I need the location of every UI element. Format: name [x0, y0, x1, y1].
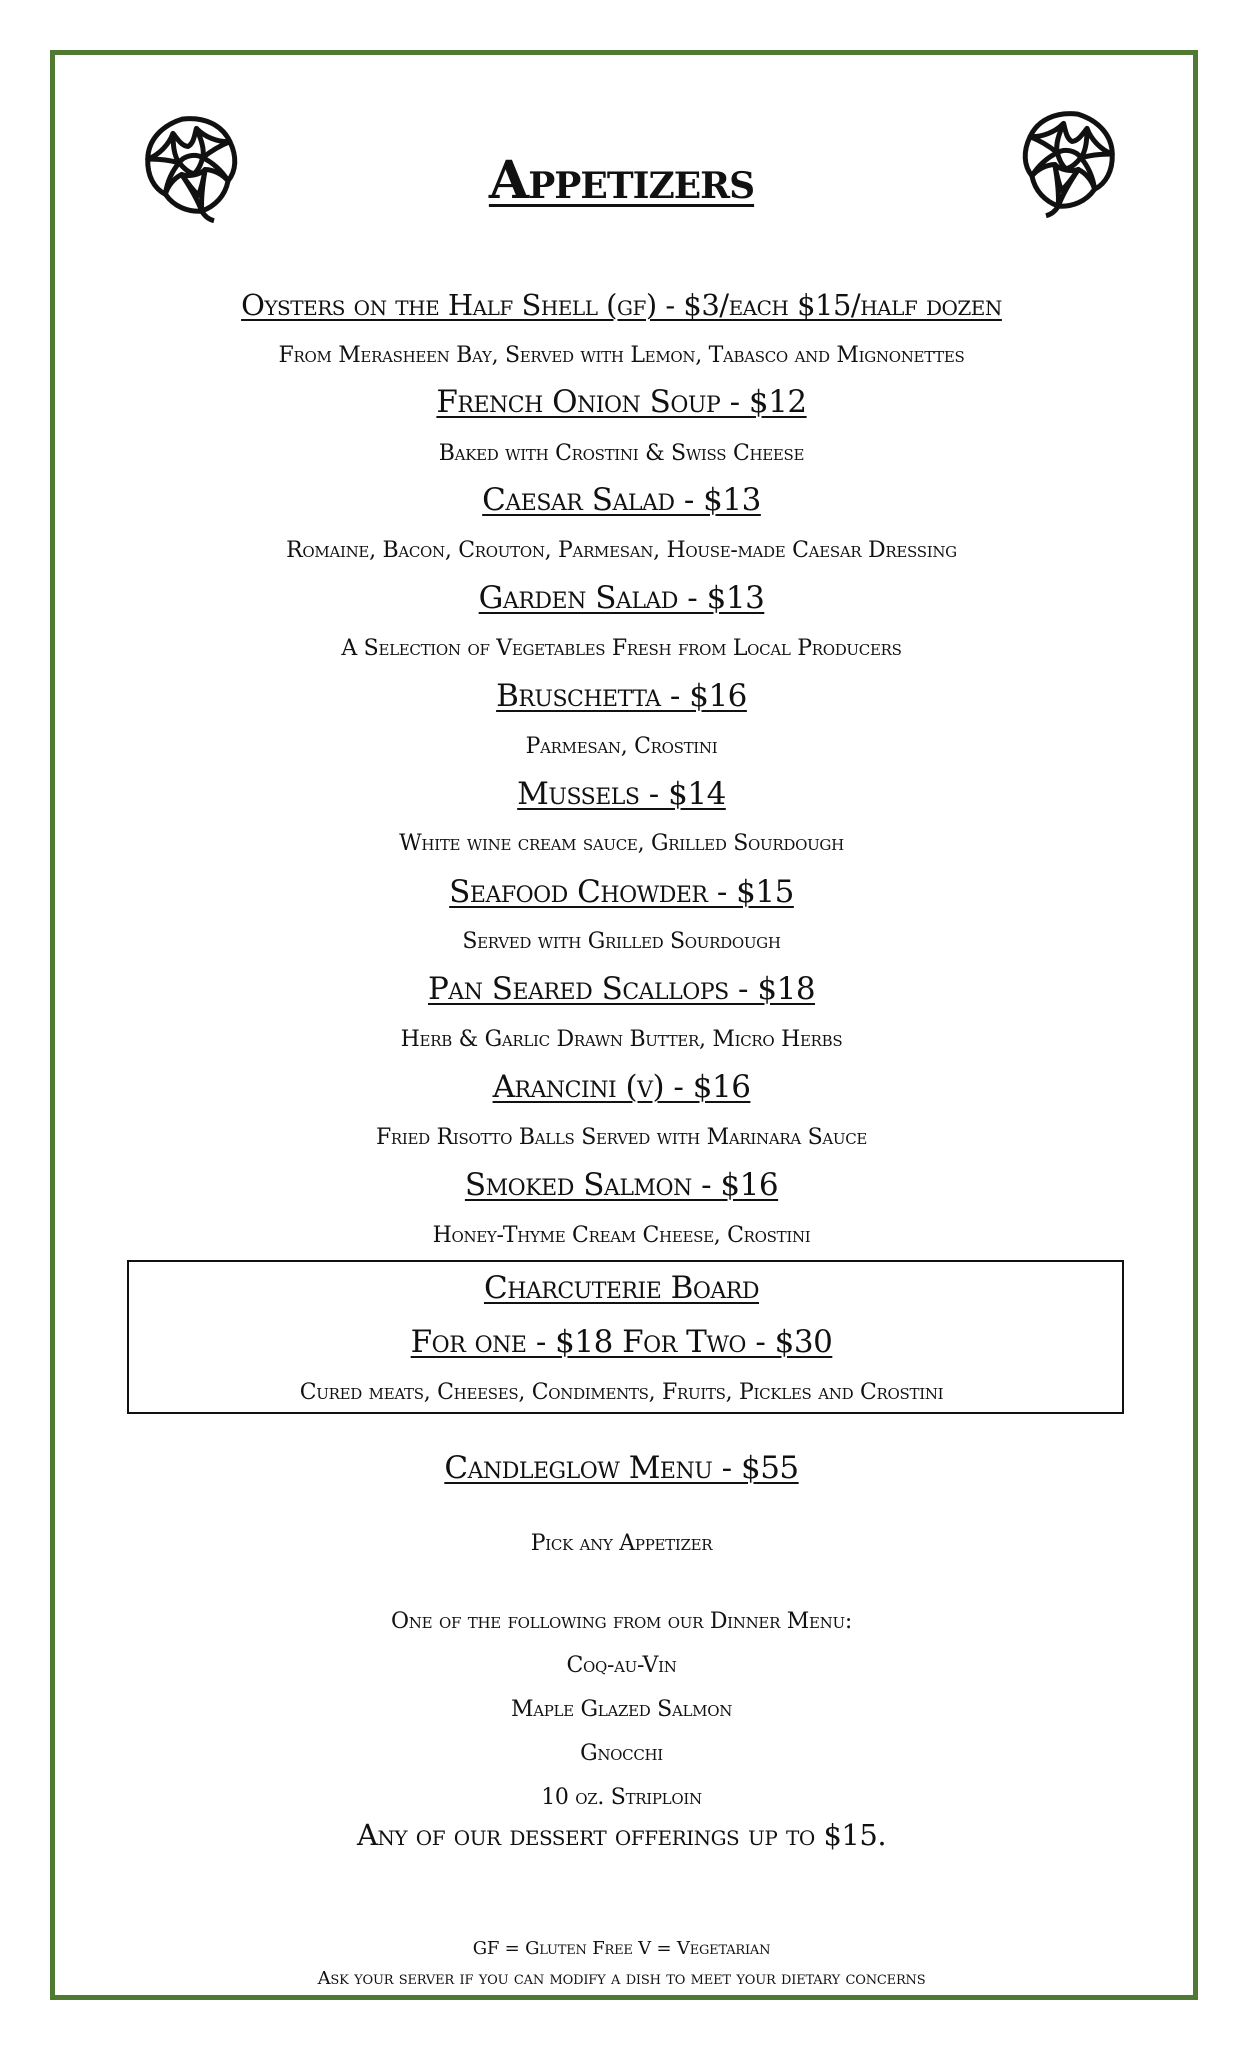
- charcuterie-prices: For one - $18 For Two - $30: [410, 1324, 833, 1360]
- menu-item-title: Oysters on the Half Shell (gf) - $3/each $15/half dozen: [241, 288, 1002, 322]
- menu-item-description: Baked with Crostini & Swiss Cheese: [438, 441, 805, 466]
- candleglow-dinner-option: Gnocchi: [580, 1741, 663, 1766]
- menu-item-description: Parmesan, Crostini: [525, 734, 718, 759]
- candleglow-dinner-intro: One of the following from our Dinner Menu:: [391, 1609, 852, 1634]
- menu-item-description: Romaine, Bacon, Crouton, Parmesan, House-made Caesar Dressing: [286, 538, 957, 563]
- candleglow-pick-appetizer: Pick any Appetizer: [530, 1531, 713, 1556]
- menu-item-description: From Merasheen Bay, Served with Lemon, Tabasco and Mignonettes: [278, 343, 965, 368]
- dietary-legend: GF = Gluten Free V = Vegetarian: [472, 1938, 771, 1959]
- menu-item-description: White wine cream sauce, Grilled Sourdough: [399, 831, 844, 856]
- candleglow-dessert: Any of our dessert offerings up to $15.: [356, 1818, 887, 1852]
- charcuterie-title: Charcuterie Board: [483, 1270, 760, 1306]
- dietary-note: Ask your server if you can modify a dish to meet your dietary concerns: [317, 1968, 926, 1989]
- menu-item-title: Bruschetta - $16: [496, 678, 747, 714]
- menu-item-title: Seafood Chowder - $15: [449, 874, 794, 910]
- menu-item-title: Caesar Salad - $13: [482, 482, 761, 518]
- menu-item-title: French Onion Soup - $12: [436, 384, 807, 420]
- menu-item-title: Arancini (v) - $16: [492, 1069, 751, 1105]
- charcuterie-description: Cured meats, Cheeses, Condiments, Fruits, Pickles and Crostini: [299, 1380, 944, 1405]
- menu-item-title: Pan Seared Scallops - $18: [427, 971, 816, 1007]
- candleglow-title: Candleglow Menu - $55: [444, 1450, 799, 1486]
- candleglow-dinner-option: Coq-au-Vin: [566, 1653, 677, 1678]
- candleglow-dinner-option: Maple Glazed Salmon: [510, 1697, 733, 1722]
- menu-item-description: Fried Risotto Balls Served with Marinara Sauce: [375, 1125, 868, 1150]
- menu-item-title: Smoked Salmon - $16: [464, 1167, 779, 1203]
- candleglow-dinner-option: 10 oz. Striploin: [541, 1785, 702, 1810]
- menu-item-description: Honey-Thyme Cream Cheese, Crostini: [432, 1223, 811, 1248]
- menu-item-description: A Selection of Vegetables Fresh from Local Producers: [341, 636, 902, 661]
- menu-item-title: Garden Salad - $13: [478, 580, 765, 616]
- menu-item-title: Mussels - $14: [517, 776, 726, 812]
- menu-item-description: Served with Grilled Sourdough: [462, 929, 781, 954]
- page-title: Appetizers: [488, 150, 755, 211]
- menu-item-description: Herb & Garlic Drawn Butter, Micro Herbs: [400, 1027, 843, 1052]
